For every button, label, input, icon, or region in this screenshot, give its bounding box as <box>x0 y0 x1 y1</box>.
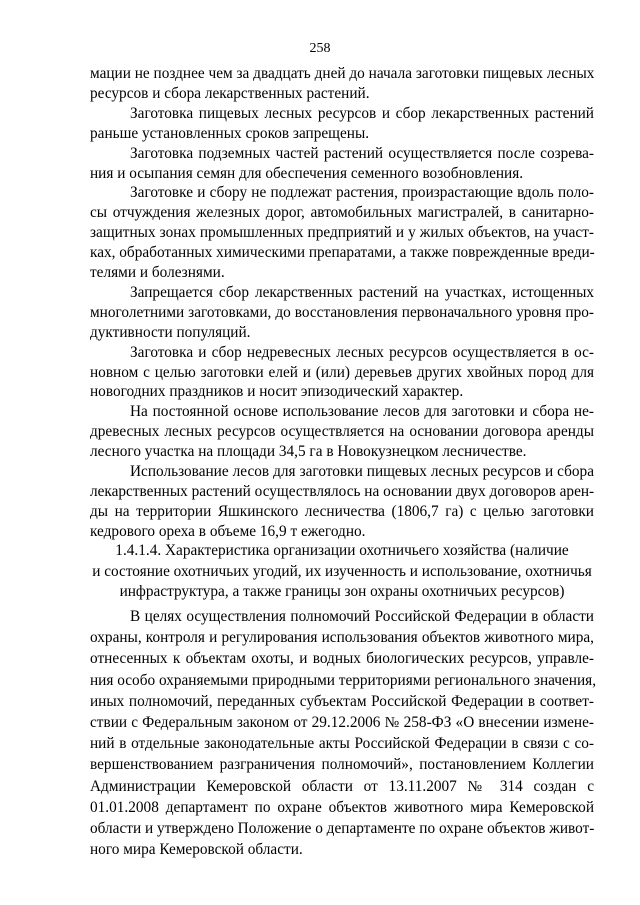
paragraph-first-line: Заготовке и сбору не подлежат растения, произрастающие вдоль поло- <box>130 184 594 202</box>
paragraph-first-line: Использование лесов для заготовки пищевых лесных ресурсов и сбора <box>130 463 594 480</box>
text-line: ния особо охраняемыми природными территориями регионального значения, <box>90 671 597 689</box>
text-line: иных полномочий, переданных субъектам Российской Федерации в соответ- <box>90 692 594 710</box>
section-heading-line: и состояние охотничьих угодий, их изученность и использование, охотничья <box>92 562 592 580</box>
text-line: древесных лесных ресурсов осуществляется на основании договора аренды <box>90 423 594 441</box>
text-line: ного мира Кемеровской области. <box>90 841 303 859</box>
paragraph-first-line: Заготовка и сбор недревесных лесных ресурсов осуществляется в ос- <box>130 343 594 361</box>
text-line: сы отчуждения железных дорог, автомобильных магистралей, в санитарно- <box>90 204 594 222</box>
text-line: ствии с Федеральным законом от 29.12.2006 № 258-ФЗ «О внесении измене- <box>90 714 594 731</box>
page-number: 258 <box>309 41 331 56</box>
text-line: новном с целью заготовки елей и (или) деревьев других хвойных пород для <box>90 363 594 381</box>
section-heading-line: инфраструктура, а также границы зон охраны охотничьих ресурсов) <box>119 583 565 600</box>
text-line: лесного участка на площади 34,5 га в Новокузнецком лесничестве. <box>90 443 527 461</box>
text-line: лекарственных растений осуществлялось на основании двух договоров арен- <box>90 482 595 500</box>
text-line: ний в отдельные законодательные акты Российской Федерации в связи с со- <box>90 735 594 753</box>
paragraph-first-line: Заготовка подземных частей растений осуществляется после созрева- <box>130 144 594 162</box>
text-line: Администрации Кемеровской области от 13.11.2007 № 314 создан с <box>90 777 594 795</box>
text-line: ды на территории Яшкинского лесничества (1806,7 га) с целью заготовки <box>90 502 594 520</box>
text-line: кедрового ореха в объеме 16,9 т ежегодно. <box>90 522 366 540</box>
text-line: вершенствованием разграничения полномочий», постановлением Коллегии <box>90 756 594 774</box>
text-line: телями и болезнями. <box>90 264 225 281</box>
text-line: ках, обработанных химическими препаратами, а также поврежденные вреди- <box>90 244 595 262</box>
text-line: мации не позднее чем за двадцать дней до начала заготовки пищевых лесных <box>90 65 595 82</box>
section-heading-line: 1.4.1.4. Характеристика организации охотничьего хозяйства (наличие <box>115 542 569 559</box>
text-line: 01.01.2008 департамент по охране объектов животного мира Кемеровской <box>90 798 594 816</box>
paragraph-first-line: На постоянной основе использование лесов для заготовки и сбора не- <box>130 403 594 421</box>
text-line: новогодних праздников и носит эпизодический характер. <box>90 383 464 401</box>
text-line: отнесенных к объектам охоты, и водных биологических ресурсов, управле- <box>90 650 594 668</box>
paragraph-first-line: Запрещается сбор лекарственных растений на участках, истощенных <box>130 283 594 301</box>
paragraph-first-line: В целях осуществления полномочий Российской Федерации в области <box>130 608 594 625</box>
text-line: раньше установленных сроков запрещены. <box>90 124 370 142</box>
text-line: многолетними заготовками, до восстановления первоначального уровня про- <box>90 303 594 321</box>
text-line: ния и осыпания семян для обеспечения семенного возобновления. <box>90 164 524 182</box>
text-line: охраны, контроля и регулирования использования объектов животного мира, <box>90 629 594 647</box>
text-line: области и утверждено Положение о департаменте по охране объектов живот- <box>90 820 595 837</box>
text-line: защитных зонах промышленных предприятий и у жилых объектов, на участ- <box>90 224 594 242</box>
text-line: ресурсов и сбора лекарственных растений. <box>90 84 370 102</box>
paragraph-first-line: Заготовка пищевых лесных ресурсов и сбор лекарственных растений <box>130 104 594 122</box>
text-line: дуктивности популяций. <box>90 323 251 341</box>
